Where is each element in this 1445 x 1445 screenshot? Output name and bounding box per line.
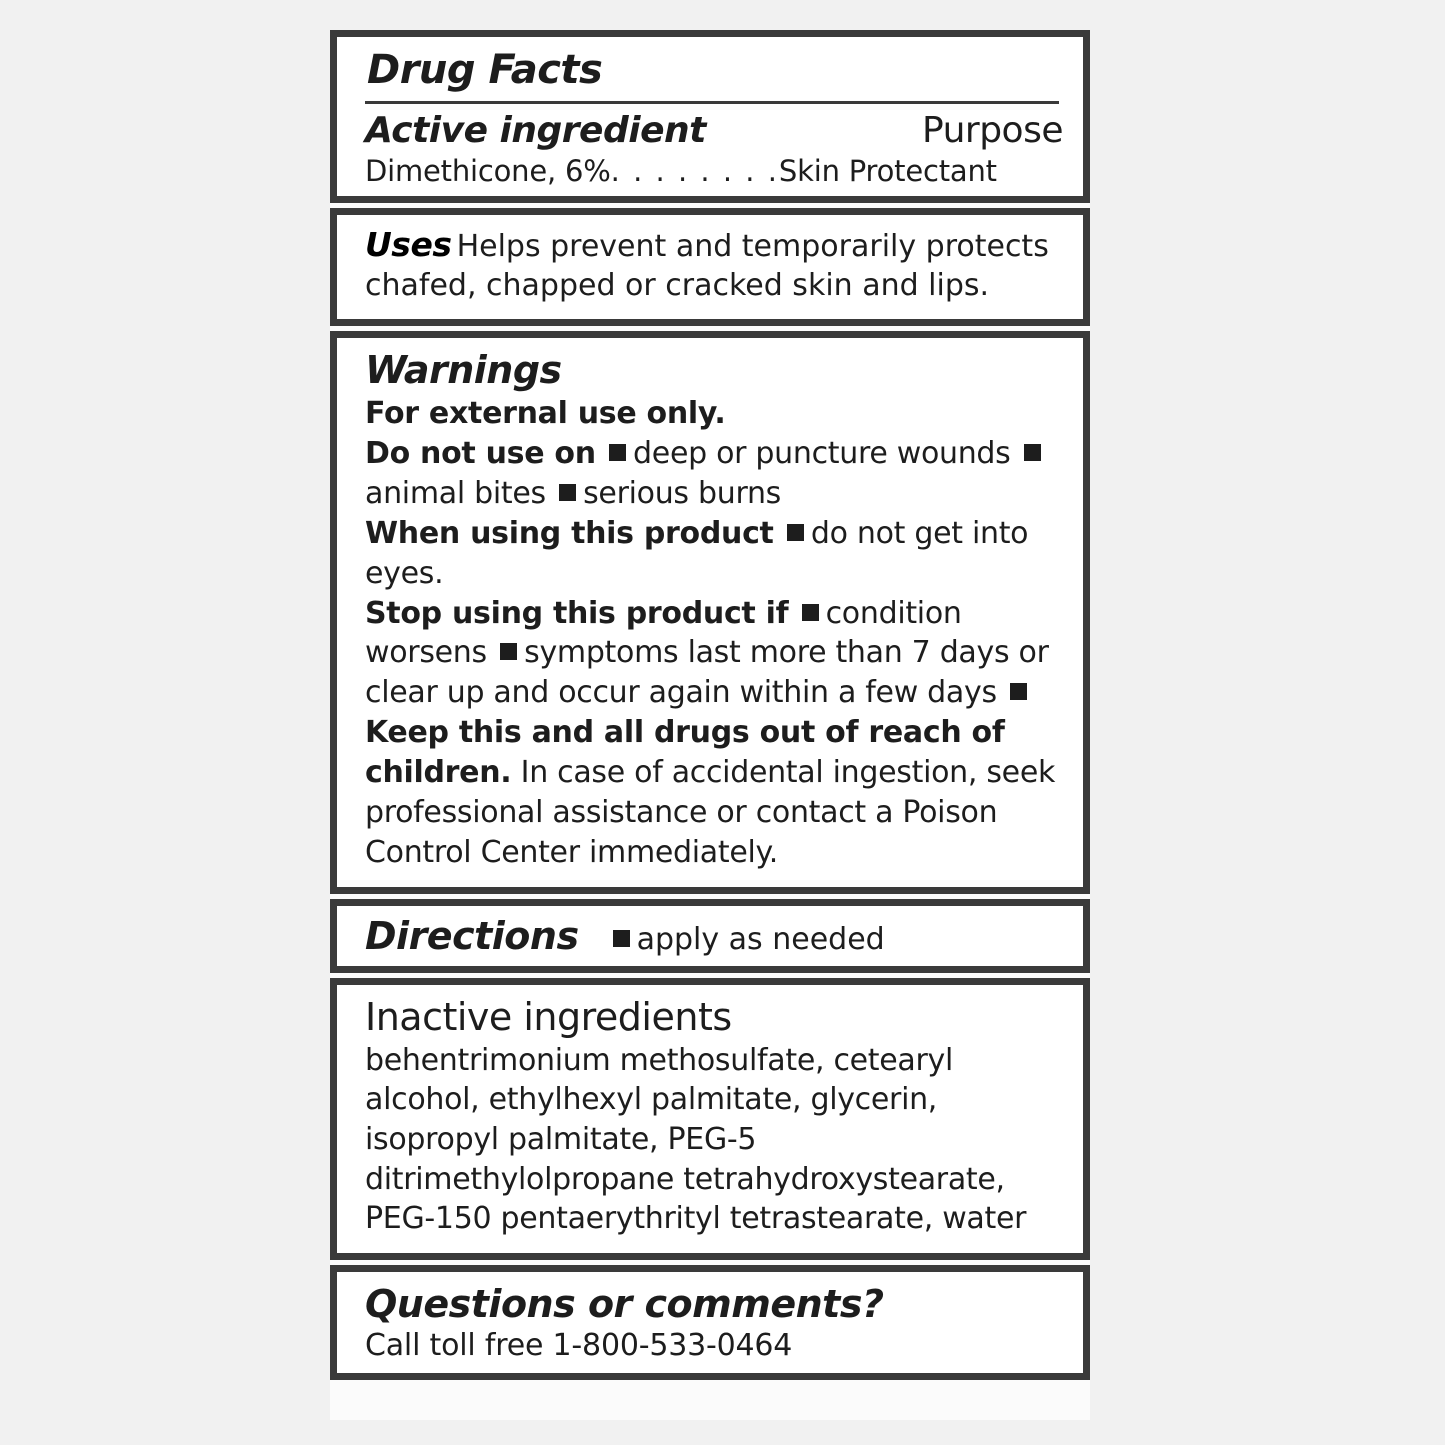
do-not-use-item-1: animal bites (365, 475, 546, 511)
bullet-square-icon (500, 643, 517, 660)
stop-using-item-1: symptoms last more than 7 days or clear up and occur again within a few days (365, 635, 1049, 711)
do-not-use-label: Do not use on (365, 436, 596, 471)
do-not-use-item-2: serious burns (583, 475, 781, 511)
do-not-use-item-0: deep or puncture wounds (633, 436, 1011, 471)
uses-text: Helps prevent and temporarily protects chafed, chapped or cracked skin and lips. (365, 229, 1049, 304)
inactive-ingredients-panel (330, 978, 1090, 1260)
inactive-ingredients-heading: Inactive ingredients (365, 994, 732, 1039)
bullet-square-icon (559, 484, 576, 501)
active-ingredient-row (353, 151, 1067, 190)
questions-panel (330, 1265, 1090, 1380)
questions-phone-text: Call toll free 1-800-533-0464 (365, 1327, 793, 1363)
directions-panel (330, 899, 1090, 973)
bullet-square-icon (1024, 444, 1041, 461)
directions-text: apply as needed (636, 921, 885, 957)
inactive-ingredients-text: behentrimonium methosulfate, cetearyl alcohol, ethylhexyl palmitate, glycerin, isopropyl palmitate, PEG-5 ditrimethylolpropane tetrahydroxystearate, PEG-150 pentaerythrityl tetrastearate, water (365, 1042, 1027, 1237)
active-ingredient-header-row (353, 110, 1067, 151)
purpose-heading: Purpose (922, 110, 1063, 151)
warnings-panel (330, 331, 1090, 894)
bullet-square-icon (1010, 683, 1027, 700)
stop-using-item-0: condition worsens (365, 595, 962, 671)
bullet-square-icon (613, 930, 630, 947)
warnings-body (353, 394, 1067, 877)
uses-heading: Uses (365, 225, 452, 265)
uses-panel (330, 208, 1090, 326)
warnings-heading: Warnings (365, 348, 562, 393)
directions-row (353, 912, 1067, 960)
stop-using-label: Stop using this product if (365, 595, 789, 631)
keep-out-of-reach-text: In case of accidental ingestion, seek professional assistance or contact a Poison Control Center immediately. (365, 755, 1056, 870)
questions-heading: Questions or comments? (365, 1281, 884, 1326)
when-using-label: When using this product (365, 515, 774, 551)
active-ingredient-heading: Active ingredient (365, 110, 706, 151)
active-ingredient-purpose: Skin Protectant (778, 154, 997, 188)
keep-out-of-reach-label: Keep this and all drugs out of reach of children. (365, 715, 1005, 791)
uses-block (353, 221, 1067, 309)
directions-text-wrap (609, 922, 885, 957)
drug-facts-title: Drug Facts (367, 47, 603, 93)
when-using-item-0: do not get into eyes. (365, 515, 1029, 591)
external-use-text: For external use only. (365, 396, 726, 432)
bullet-square-icon (609, 444, 626, 461)
leader-dots: . . . . . . . . (610, 154, 779, 188)
drug-facts-label (330, 30, 1090, 1420)
directions-heading: Directions (365, 913, 579, 958)
title-divider (365, 101, 1059, 104)
bullet-square-icon (802, 604, 819, 621)
active-ingredient-name: Dimethicone, 6% (365, 154, 611, 188)
drug-facts-header-panel (330, 30, 1090, 203)
bullet-square-icon (787, 524, 804, 541)
